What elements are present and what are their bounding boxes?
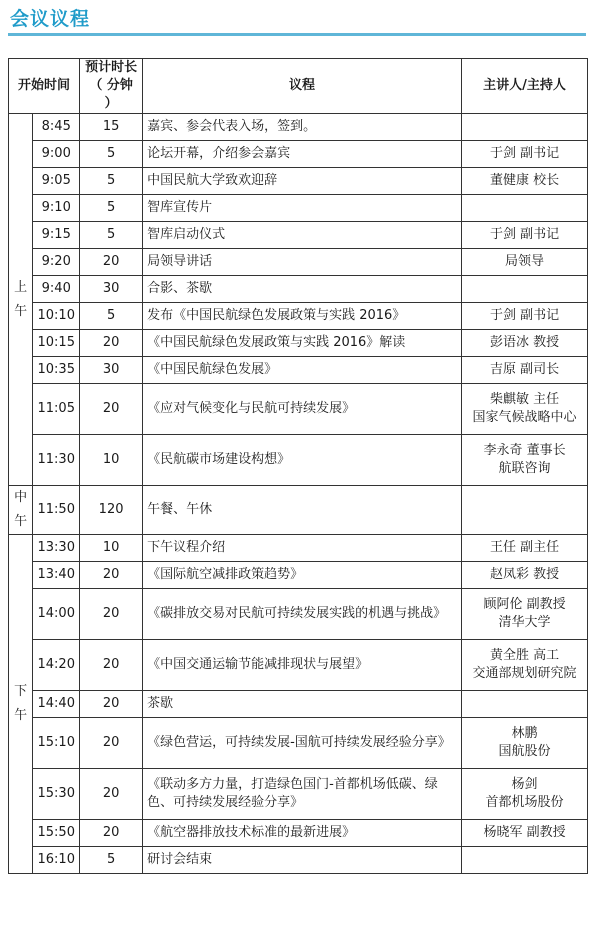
agenda-item-cell: 论坛开幕，介绍参会嘉宾: [143, 141, 462, 168]
speaker-line: 柴麒敏 主任: [489, 392, 560, 407]
speaker-line: 国家气候战略中心: [472, 410, 577, 425]
agenda-row: [9, 820, 588, 847]
agenda-row: [9, 195, 588, 222]
header-duration-line2: （ 分钟 ）: [89, 78, 133, 111]
header-speaker: 主讲人/主持人: [462, 59, 588, 114]
speaker-cell: [462, 384, 588, 435]
period-char: 午: [14, 303, 28, 319]
period-noon: [9, 486, 33, 535]
agenda-table: [8, 58, 588, 874]
start-time-cell: 9:40: [33, 276, 80, 303]
header-agenda: 议程: [143, 59, 462, 114]
speaker-cell: [462, 847, 588, 874]
start-time-cell: 10:15: [33, 330, 80, 357]
duration-cell: 15: [80, 114, 143, 141]
start-time-cell: 10:35: [33, 357, 80, 384]
agenda-item-cell: 《中国交通运输节能减排现状与展望》: [143, 640, 462, 691]
speaker-line: 杨晓军 副教授: [483, 825, 566, 840]
start-time-cell: 9:00: [33, 141, 80, 168]
speaker-cell: [462, 195, 588, 222]
period-char: 午: [14, 514, 28, 529]
period-char: 午: [14, 708, 28, 723]
agenda-item-cell: 茶歇: [143, 691, 462, 718]
duration-cell: 20: [80, 820, 143, 847]
agenda-row: [9, 330, 588, 357]
start-time-cell: 14:00: [33, 589, 80, 640]
speaker-line: 彭语冰 教授: [489, 335, 560, 350]
table-header-row: [9, 59, 588, 114]
agenda-item-cell: 智库启动仪式: [143, 222, 462, 249]
start-time-cell: 15:10: [33, 718, 80, 769]
start-time-cell: 9:20: [33, 249, 80, 276]
speaker-cell: [462, 769, 588, 820]
speaker-line: 交通部规划研究院: [472, 666, 577, 681]
start-time-cell: 9:15: [33, 222, 80, 249]
speaker-line: 清华大学: [498, 615, 551, 630]
agenda-row: [9, 168, 588, 195]
start-time-cell: 11:50: [33, 486, 80, 535]
start-time-cell: 8:45: [33, 114, 80, 141]
speaker-cell: [462, 486, 588, 535]
speaker-line: 黄全胜 高工: [489, 648, 560, 663]
duration-cell: 20: [80, 562, 143, 589]
agenda-item-cell: 《碳排放交易对民航可持续发展实践的机遇与挑战》: [143, 589, 462, 640]
start-time-cell: 15:30: [33, 769, 80, 820]
speaker-line: 赵凤彩 教授: [489, 567, 560, 582]
speaker-cell: [462, 640, 588, 691]
agenda-row: [9, 249, 588, 276]
speaker-cell: [462, 357, 588, 384]
agenda-row: [9, 303, 588, 330]
agenda-row: [9, 222, 588, 249]
start-time-cell: 14:40: [33, 691, 80, 718]
agenda-item-cell: 嘉宾、参会代表入场，签到。: [143, 114, 462, 141]
speaker-cell: [462, 330, 588, 357]
duration-cell: 20: [80, 589, 143, 640]
agenda-item-cell: 合影、茶歇: [143, 276, 462, 303]
start-time-cell: 13:40: [33, 562, 80, 589]
agenda-item-cell: 发布《中国民航绿色发展政策与实践 2016》: [143, 303, 462, 330]
duration-cell: 5: [80, 303, 143, 330]
agenda-row: [9, 114, 588, 141]
duration-cell: 10: [80, 535, 143, 562]
agenda-item-cell: 《国际航空减排政策趋势》: [143, 562, 462, 589]
duration-cell: 20: [80, 640, 143, 691]
agenda-item-cell: 《绿色营运，可持续发展-国航可持续发展经验分享》: [143, 718, 462, 769]
page-title: 会议议程: [10, 8, 91, 30]
speaker-cell: [462, 435, 588, 486]
agenda-row: [9, 435, 588, 486]
speaker-line: 于剑 副书记: [489, 227, 560, 242]
period-char: 下: [14, 684, 28, 699]
start-time-cell: 11:30: [33, 435, 80, 486]
duration-cell: 10: [80, 435, 143, 486]
start-time-cell: 16:10: [33, 847, 80, 874]
speaker-cell: [462, 535, 588, 562]
speaker-line: 顾阿伦 副教授: [483, 597, 566, 612]
speaker-line: 吉原 副司长: [489, 362, 560, 377]
header-duration-line1: 预计时长: [85, 60, 138, 75]
agenda-item-cell: 下午议程介绍: [143, 535, 462, 562]
start-time-cell: 15:50: [33, 820, 80, 847]
agenda-item-cell: 《民航碳市场建设构想》: [143, 435, 462, 486]
speaker-line: 董健康 校长: [489, 173, 560, 188]
start-time-cell: 9:05: [33, 168, 80, 195]
agenda-row: [9, 691, 588, 718]
agenda-row: [9, 589, 588, 640]
speaker-line: 于剑 副书记: [489, 146, 560, 161]
agenda-row: [9, 357, 588, 384]
start-time-cell: 10:10: [33, 303, 80, 330]
duration-cell: 30: [80, 357, 143, 384]
start-time-cell: 13:30: [33, 535, 80, 562]
duration-cell: 120: [80, 486, 143, 535]
speaker-cell: [462, 718, 588, 769]
agenda-row: [9, 640, 588, 691]
speaker-cell: [462, 222, 588, 249]
agenda-row: [9, 535, 588, 562]
speaker-line: 局领导: [505, 254, 545, 269]
duration-cell: 30: [80, 276, 143, 303]
duration-cell: 20: [80, 384, 143, 435]
agenda-item-cell: 局领导讲话: [143, 249, 462, 276]
agenda-item-cell: 午餐、午休: [143, 486, 462, 535]
speaker-cell: [462, 820, 588, 847]
agenda-row: [9, 562, 588, 589]
period-morning: [9, 114, 33, 486]
duration-cell: 5: [80, 141, 143, 168]
speaker-cell: [462, 562, 588, 589]
speaker-line: 李永奇 董事长: [483, 443, 566, 458]
start-time-cell: 14:20: [33, 640, 80, 691]
period-afternoon: [9, 535, 33, 874]
agenda-item-cell: 研讨会结束: [143, 847, 462, 874]
agenda-row: [9, 847, 588, 874]
agenda-item-cell: 《联动多方力量，打造绿色国门-首都机场低碳、绿色、可持续发展经验分享》: [143, 769, 462, 820]
duration-cell: 5: [80, 195, 143, 222]
agenda-row: [9, 769, 588, 820]
duration-cell: 5: [80, 222, 143, 249]
speaker-cell: [462, 303, 588, 330]
duration-cell: 20: [80, 769, 143, 820]
header-duration: [80, 59, 143, 114]
speaker-cell: [462, 249, 588, 276]
agenda-row: [9, 486, 588, 535]
agenda-row: [9, 141, 588, 168]
duration-cell: 20: [80, 691, 143, 718]
agenda-row: [9, 384, 588, 435]
agenda-item-cell: 智库宣传片: [143, 195, 462, 222]
period-char: 中: [14, 490, 28, 505]
duration-cell: 5: [80, 168, 143, 195]
duration-cell: 20: [80, 718, 143, 769]
agenda-item-cell: 《应对气候变化与民航可持续发展》: [143, 384, 462, 435]
speaker-cell: [462, 276, 588, 303]
speaker-line: 国航股份: [498, 744, 551, 759]
speaker-line: 航联咨询: [498, 461, 551, 476]
speaker-line: 林鹏: [511, 726, 538, 741]
start-time-cell: 9:10: [33, 195, 80, 222]
agenda-item-cell: 《中国民航绿色发展政策与实践 2016》解读: [143, 330, 462, 357]
speaker-line: 首都机场股份: [485, 795, 564, 810]
duration-cell: 5: [80, 847, 143, 874]
speaker-line: 于剑 副书记: [489, 308, 560, 323]
speaker-cell: [462, 141, 588, 168]
header-start-time: 开始时间: [9, 59, 80, 114]
speaker-line: 王任 副主任: [489, 540, 560, 555]
agenda-row: [9, 718, 588, 769]
agenda-row: [9, 276, 588, 303]
start-time-cell: 11:05: [33, 384, 80, 435]
agenda-item-cell: 中国民航大学致欢迎辞: [143, 168, 462, 195]
title-divider: [8, 33, 586, 36]
agenda-item-cell: 《中国民航绿色发展》: [143, 357, 462, 384]
speaker-cell: [462, 691, 588, 718]
duration-cell: 20: [80, 249, 143, 276]
speaker-cell: [462, 168, 588, 195]
agenda-item-cell: 《航空器排放技术标准的最新进展》: [143, 820, 462, 847]
speaker-line: 杨剑: [511, 777, 538, 792]
duration-cell: 20: [80, 330, 143, 357]
speaker-cell: [462, 114, 588, 141]
speaker-cell: [462, 589, 588, 640]
period-char: 上: [14, 279, 28, 295]
